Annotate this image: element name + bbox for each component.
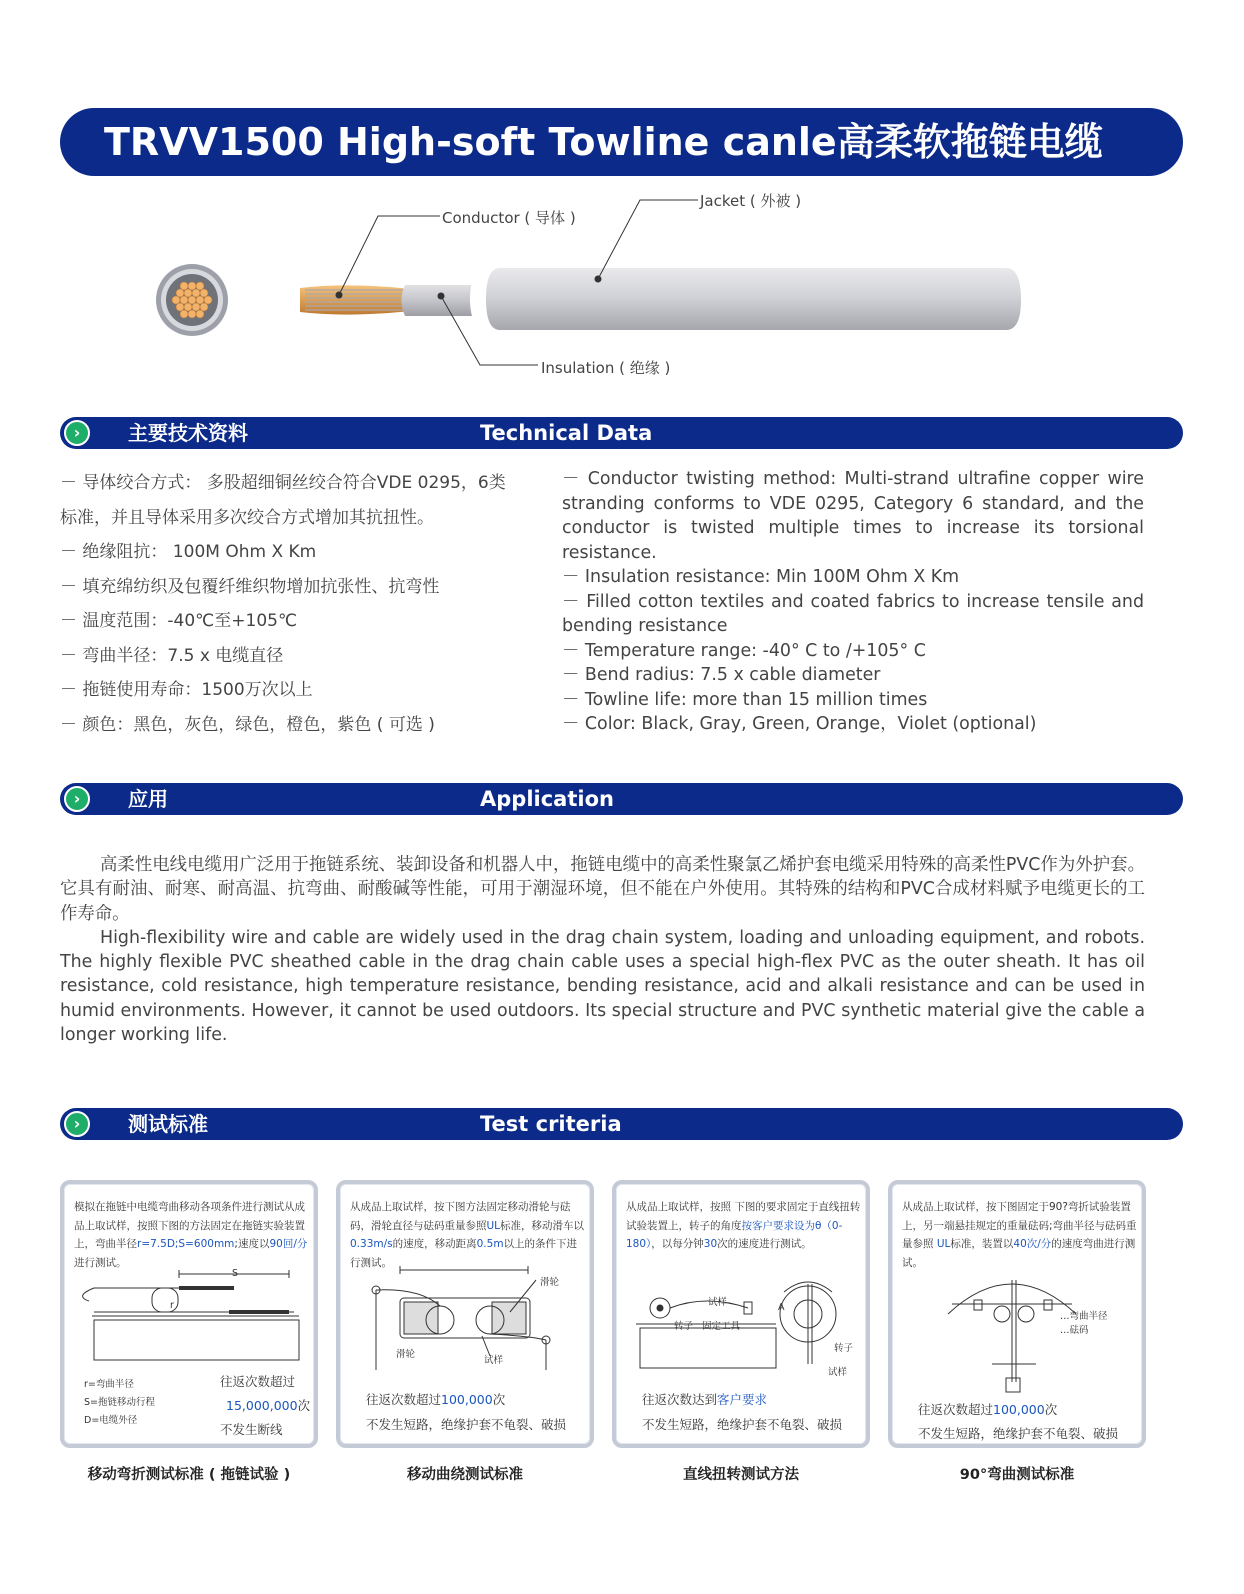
test-card-flex [336,1180,594,1448]
test-result: 往返次数超过100,000次 [366,1392,506,1407]
test-description: 从成品上取试样，按下图固定于90?弯折试验装置上，另一端悬挂规定的重量砝码;弯曲半径与砝码重量参照 UL标准，装置以40次/分的速度弯曲进行测试。 [902,1201,1137,1269]
spec-row: － 颜色：黑色，灰色，绿色，橙色，紫色 ( 可选 ) [60,714,435,735]
angle-label: A [778,1302,785,1313]
spec-row: － Bend radius: 7.5 x cable diameter [562,665,881,685]
spec-row: － Filled cotton textiles and coated fabrics to increase tensile and bending resistance [562,591,1144,636]
test-result: 不发生短路，绝缘护套不龟裂、破损 [642,1417,843,1432]
section-header-technical [60,417,1183,449]
technical-en-list [562,467,1144,737]
section-title-cn: 主要技术资料 [128,421,248,445]
page-title: TRVV1500 High-soft Towline canle高柔软拖链电缆 [60,108,1183,176]
torsion-test-diagram [616,1264,866,1374]
section-title-en: Technical Data [480,421,653,445]
spec-row: － 导体绞合方式： 多股超细铜丝绞合符合VDE 0295，6类 [60,473,506,493]
application-en-paragraph: High-flexibility wire and cable are widely used in the drag chain system, loading and unloading equipment, and robots. The highly flexible PVC sheathed cable in the drag chain cable uses a special high-flex PVC as the outer sheath. It has oil resistance, cold resistance, high temperature resistance, bending resistance, acid and alkali resistance and can be used in humid environments. However, it cannot be used outdoors. Its special structure and PVC synthetic material give the cable a longer working life. [60,927,1145,1046]
technical-cn-list [60,466,560,742]
test-caption: 直线扭转测试方法 [683,1467,799,1483]
insulation-label: Insulation ( 绝缘 ) [541,359,671,377]
spec-row: － 绝缘阻抗： 100M Ohm X Km [60,542,317,562]
test-result: 往返次数超过100,000次 [918,1402,1058,1417]
section-title-en: Application [480,787,614,811]
drag-chain-diagram [64,1266,314,1366]
spec-row: － 温度范围：-40℃至+105℃ [60,611,298,631]
fixture-label: 固定工具 [702,1321,741,1332]
jacket-label: Jacket ( 外被 ) [700,192,802,210]
weight-label: …砝码 [1060,1325,1089,1336]
sample-label: 试样 [708,1297,728,1308]
section-title-cn: 应用 [128,787,168,811]
test-caption: 移动弯折测试标准 ( 拖链试验 ) [87,1467,291,1483]
test-card-bend-90 [888,1180,1146,1448]
spec-row: － 弯曲半径：7.5 x 电缆直径 [60,645,284,666]
spec-row: － Insulation resistance: Min 100M Ohm X Km [562,567,960,587]
legend-stroke: S=拖链移动行程 [84,1397,155,1408]
test-card-torsion [612,1180,870,1448]
test-description: 从成品上取试样，按照 下图的要求固定于直线扭转试验装置上，转子的角度按客户要求设为θ（0-180），以每分钟30次的速度进行测试。 [626,1201,861,1250]
section-header-application [60,783,1183,815]
section-title-en: Test criteria [480,1112,622,1136]
sample-label: 试样 [828,1367,848,1378]
test-result: 往返次数超过 [220,1374,296,1389]
test-caption: 移动曲绕测试标准 [407,1467,523,1483]
application-cn-paragraph: 高柔性电线电缆用广泛用于拖链系统、装卸设备和机器人中，拖链电缆中的高柔性聚氯乙烯护套电缆采用特殊的高柔性PVC作为外护套。它具有耐油、耐寒、耐高温、抗弯曲、耐酸碱等性能，可用于潮湿环境，但不能在户外使用。其特殊的结构和PVC合成材料赋予电缆更长的工作寿命。 [60,855,1145,924]
radius-label: r [170,1300,174,1311]
section-header-test [60,1108,1183,1140]
bend-test-diagram [892,1274,1142,1394]
application-text [60,853,1145,1047]
spec-row: － 填充绵纺织及包覆纤维织物增加抗张性、抗弯性 [60,576,440,597]
spec-row: － Towline life: more than 15 million times [562,689,928,710]
test-description: 模拟在拖链中电缆弯曲移动各项条件进行测试从成品上取试样，按照下图的方法固定在拖链实验装置上，弯曲半径r=7.5D;S=600mm;速度以90回/分进行测试。 [74,1201,308,1269]
cable-cross-section [156,264,228,336]
radius-label: …弯曲半径 [1060,1311,1108,1322]
test-result: 不发生短路，绝缘护套不龟裂、破损 [366,1417,567,1432]
legend-diameter: D=电缆外径 [84,1415,138,1426]
stroke-label: S [232,1268,239,1279]
legend-radius: r=弯曲半径 [84,1379,134,1390]
test-description: 从成品上取试样，按下图方法固定移动滑轮与砝码，滑轮直径与砝码重量参照UL标准，移动滑车以0.33m/s的速度，移动距离0.5m以上的条件下进行测试。 [350,1201,585,1269]
section-title-cn: 测试标准 [128,1112,208,1136]
test-result-count: 15,000,000次 [226,1398,311,1413]
test-result: 不发生断线 [220,1422,283,1437]
pulley-label: 滑轮 [540,1277,560,1288]
chevron-right-icon: › [64,786,90,812]
chevron-right-icon: › [64,1111,90,1137]
rotor-label: 转子 [674,1321,694,1332]
spec-row: － Temperature range: -40° C to /+105° C [562,640,926,661]
test-card-drag-chain [60,1180,318,1448]
conductor-label: Conductor ( 导体 ) [442,209,576,227]
test-result: 往返次数达到客户要求 [642,1392,768,1407]
sample-label: 试样 [484,1355,504,1366]
chevron-right-icon: › [64,420,90,446]
test-caption: 90°弯曲测试标准 [959,1467,1075,1483]
rotor-label: 转子 [834,1343,854,1354]
spec-row: 标准，并且导体采用多次绞合方式增加其抗扭性。 [60,507,434,528]
spec-row: － 拖链使用寿命：1500万次以上 [60,680,313,700]
test-result: 不发生短路，绝缘护套不龟裂、破损 [918,1426,1119,1441]
pulley-label: 滑轮 [396,1349,416,1360]
spec-row: － Conductor twisting method: Multi-strand ultrafine copper wire stranding conforms to VDE 0295, Category 6 standard, and the conductor is twisted multiple times to increase its torsional resistance. [562,469,1144,563]
jacket-layer [470,266,1024,332]
spec-row: － Color: Black, Gray, Green, Orange，Violet (optional) [562,714,1037,734]
cable-diagram [0,180,1244,410]
